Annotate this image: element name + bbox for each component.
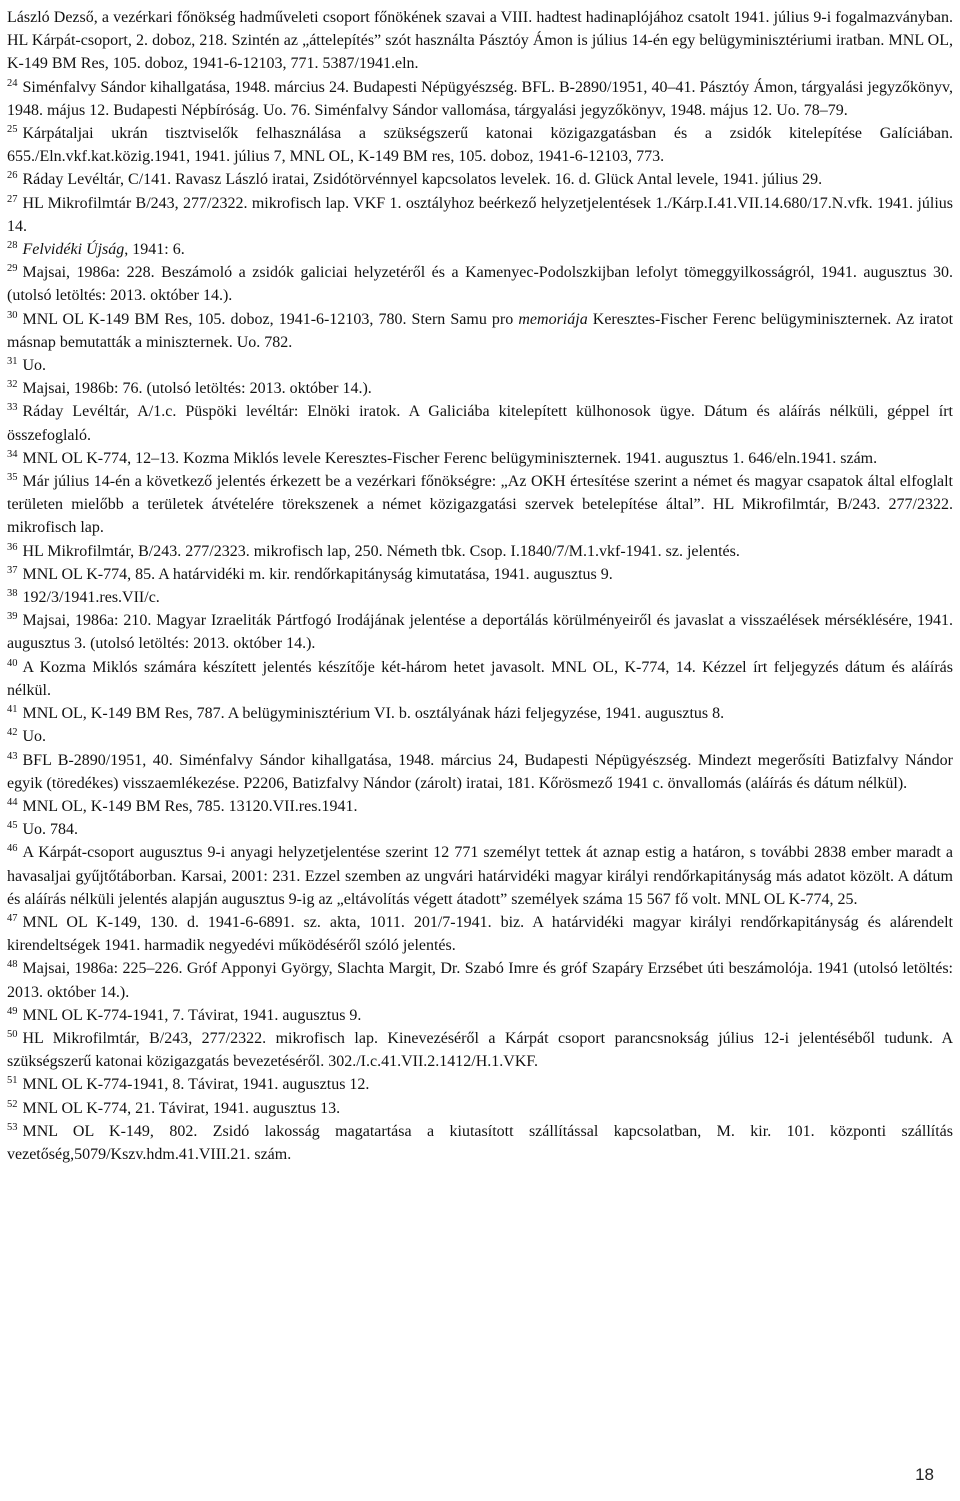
footnote-number: 25 xyxy=(7,124,18,136)
footnote-52: $^{52}$ MNL OL K-774, 21. Távirat, 1941. augusztus 13. xyxy=(7,1098,341,1117)
footnote-number: 39 xyxy=(7,611,18,623)
footnote-number: 42 xyxy=(7,727,18,739)
page-number: 18 xyxy=(915,1465,934,1484)
footnote-number: 38 xyxy=(7,588,18,600)
footnote-number: 50 xyxy=(7,1028,18,1040)
footnote-26: $^{26}$ Ráday Levéltár, C/141. Ravasz László iratai, Zsidótörvénnyel kapcsolatos levelek. 16. d. Glück Antal levele, 1941. július 29. xyxy=(7,170,823,189)
footnote-number: 41 xyxy=(7,704,18,716)
footnote-25: $^{25}$ Kárpátaljai ukrán tisztviselők felhasználása a szükségszerű katonai közigazgatásban és a zsidók kitelepítése Galíciában. 655./Eln.vkf.kat.közig.1941, 1941. július 7, MNL OL, K-149 BM res, 105. doboz, 1941-6-12103, 773. xyxy=(7,124,953,166)
footnote-number: 35 xyxy=(7,472,18,484)
footnote-30: $^{30}$ MNL OL K-149 BM Res, 105. doboz, 1941-6-12103, 780. Stern Samu pro memoriája Keresztes-Fischer Ferenc belügyminiszternek. Az iratot másnap bemutatták a miniszternek. Uo. 782. xyxy=(7,309,954,351)
footnote-number: 32 xyxy=(7,379,18,391)
footnote-49: $^{49}$ MNL OL K-774-1941, 7. Távirat, 1941. augusztus 9. xyxy=(7,1005,362,1024)
footnote-number: 27 xyxy=(7,193,18,205)
footnote-27: $^{27}$ HL Mikrofilmtár B/243, 277/2322. mikrofisch lap. VKF 1. osztályhoz beérkező helyzetjelentések 1./Kárp.I.41.VII.14.680/17.N.vfk. 1941. július 14. xyxy=(7,193,953,235)
footnote-number: 45 xyxy=(7,820,18,832)
footnote-36: $^{36}$ HL Mikrofilmtár, B/243. 277/2323. mikrofisch lap, 250. Németh tbk. Csop. I.1840/7/M.1.vkf-1941. sz. jelentés. xyxy=(7,541,740,560)
footnote-number: 30 xyxy=(7,309,18,321)
footnote-number: 31 xyxy=(7,356,18,368)
footnote-45: $^{45}$ Uo. 784. xyxy=(7,820,79,839)
footnote-43: $^{43}$ BFL B-2890/1951, 40. Siménfalvy Sándor kihallgatása, 1948. március 24, Budapesti Népügyészség. Mindezt megerősíti Batizfalvy Nándor egyik (töredékes) visszaemlékezése. P2206, Batizfalvy Nándor (zárolt) iratai, 181. Kőrösmező 1941 c. önvallomás (aláírás és dátum nélkül). xyxy=(7,750,953,792)
footnote-number: 33 xyxy=(7,402,18,414)
footnote-48: $^{48}$ Majsai, 1986a: 225–226. Gróf Apponyi György, Slachta Margit, Dr. Szabó Imre és gróf Szapáry Erzsébet úti beszámolója. 1941 (utolsó letöltés: 2013. október 14.). xyxy=(7,959,953,1001)
footnote-number: 36 xyxy=(7,541,18,553)
footnote-42: $^{42}$ Uo. xyxy=(7,727,47,746)
footnote-number: 40 xyxy=(7,657,18,669)
footnote-37: $^{37}$ MNL OL K-774, 85. A határvidéki m. kir. rendőrkapitányság kimutatása, 1941. augusztus 9. xyxy=(7,564,613,583)
footnote-39: $^{39}$ Majsai, 1986a: 210. Magyar Izraeliták Pártfogó Irodájának jelentése a deportálás körülményeiről és javaslat a visszaélések mérséklésére, 1941. augusztus 3. (utolsó letöltés: 2013. október 14.). xyxy=(7,611,953,653)
footnote-number: 26 xyxy=(7,170,18,182)
footnote-number: 47 xyxy=(7,912,18,924)
footnote-46: $^{46}$ A Kárpát-csoport augusztus 9-i anyagi helyzetjelentése szerint 12 771 személyt tettek át aznap estig a határon, s további 2838 ember maradt a havasaljai gyűjtőtáborban. Karsai, 2001: 231. Ezzel szemben az ungvári határvidéki magyar királyi rendőrkapitányság más adatot közölt. A dátum és aláírás nélküli jelentés alapján augusztus 9-ig az „eltávolítás végett átadott” személyek száma 15 567 fő volt. MNL OL K-774, 25. xyxy=(7,843,953,908)
newspaper-title: Felvidéki Újság xyxy=(22,241,125,259)
footnote-53: $^{53}$ MNL OL K-149, 802. Zsidó lakosság magatartása a kiutasított szállítással kapcsolatban, M. kir. 101. központi szállítás vezetőség,5079/Kszv.hdm.41.VIII.21. szám. xyxy=(7,1121,953,1163)
footnote-24: $^{24}$ Siménfalvy Sándor kihallgatása, 1948. március 24. Budapesti Népügyészség. BFL. B-2890/1951, 40–41. Pásztóy Ámon, tárgyalási jegyzőkönyv, 1948. május 12. Budapesti Népbíróság. Uo. 76. Siménfalvy Sándor vallomása, tárgyalási jegyzőkönyv, 1948. május 12. Uo. 78–79. xyxy=(7,77,953,119)
footnotes-page xyxy=(7,6,953,1166)
footnote-29: $^{29}$ Majsai, 1986a: 228. Beszámoló a zsidók galiciai helyzetéről és a Kamenyec-Podolszkijban lefolyt tömeggyilkosságról, 1941. augusztus 30. (utolsó letöltés: 2013. október 14.). xyxy=(7,263,953,305)
footnote-continuation: László Dezső, a vezérkari főnökség hadműveleti csoport főnökének szavai a VIII. hadtest hadinaplójához csatolt 1941. július 9-i fogalmazványban. HL Kárpát-csoport, 2. doboz, 218. Szintén az „áttelepítés” szót használta Pásztóy Ámon is július 14-én egy belügyminisztériumi iratban. MNL OL, K-149 BM Res, 105. doboz, 1941-6-12103, 771. 5387/1941.eln. xyxy=(7,9,953,73)
footnote-number: 29 xyxy=(7,263,18,275)
footnote-number: 24 xyxy=(7,77,18,89)
footnote-28: $^{28}$ Felvidéki Újság, 1941: 6. xyxy=(7,240,185,259)
footnote-41: $^{41}$ MNL OL, K-149 BM Res, 787. A belügyminisztérium VI. b. osztályának házi feljegyzése, 1941. augusztus 8. xyxy=(7,704,725,723)
footnote-33: $^{33}$ Ráday Levéltár, A/1.c. Püspöki levéltár: Elnöki iratok. A Galiciába kitelepített külhonosok ügye. Dátum és aláírás nélküli, géppel írt összefoglaló. xyxy=(7,402,953,444)
footnote-number: 46 xyxy=(7,843,18,855)
footnote-number: 48 xyxy=(7,959,18,971)
italic-term: memoriája xyxy=(518,310,588,328)
footnote-number: 53 xyxy=(7,1121,18,1133)
footnote-51: $^{51}$ MNL OL K-774-1941, 8. Távirat, 1941. augusztus 12. xyxy=(7,1075,370,1094)
footnote-number: 43 xyxy=(7,750,18,762)
footnote-number: 51 xyxy=(7,1075,18,1087)
footnote-number: 49 xyxy=(7,1005,18,1017)
footnote-50: $^{50}$ HL Mikrofilmtár, B/243, 277/2322. mikrofisch lap. Kinevezéséről a Kárpát csoport parancsnokság július 12-i jelentéséből tudunk. A szükségszerű katonai közigazgatás bevezetéséről. 302./I.c.41.VII.2.1412/H.1.VKF. xyxy=(7,1028,953,1071)
footnote-35: $^{35}$ Már július 14-én a következő jelentés érkezett be a vezérkari főnökségre: „Az OKH értesítése szerint a német és magyar csapatok által elfoglalt területen mielőbb a területek átvételére törekszenek a német közigazgatási szervek betelepítése által”. HL Mikrofilmtár, B/243. 277/2322. mikrofisch lap. xyxy=(7,472,953,537)
footnote-number: 37 xyxy=(7,564,18,576)
footnote-number: 28 xyxy=(7,240,18,252)
footnote-31: $^{31}$ Uo. xyxy=(7,356,47,375)
footnote-number: 34 xyxy=(7,448,18,460)
footnote-34: $^{34}$ MNL OL K-774, 12–13. Kozma Miklós levele Keresztes-Fischer Ferenc belügyminiszternek. 1941. augusztus 1. 646/eln.1941. szám. xyxy=(7,448,878,467)
footnote-number: 52 xyxy=(7,1098,18,1110)
footnote-40: $^{40}$ A Kozma Miklós számára készített jelentés készítője két-három hetet javasolt. MNL OL, K-774, 14. Kézzel írt feljegyzés dátum és aláírás nélkül. xyxy=(7,657,953,699)
footnote-38: $^{38}$ 192/3/1941.res.VII/c. xyxy=(7,588,160,607)
footnote-32: $^{32}$ Majsai, 1986b: 76. (utolsó letöltés: 2013. október 14.). xyxy=(7,379,372,398)
footnote-47: $^{47}$ MNL OL K-149, 130. d. 1941-6-6891. sz. akta, 1011. 201/7-1941. biz. A határvidéki magyar királyi rendőrkapitányság és alárendelt kirendeltségek 1941. harmadik negyedévi működéséről szóló jelentés. xyxy=(7,912,953,955)
footnote-44: $^{44}$ MNL OL, K-149 BM Res, 785. 13120.VII.res.1941. xyxy=(7,796,358,815)
footnote-number: 44 xyxy=(7,796,18,808)
